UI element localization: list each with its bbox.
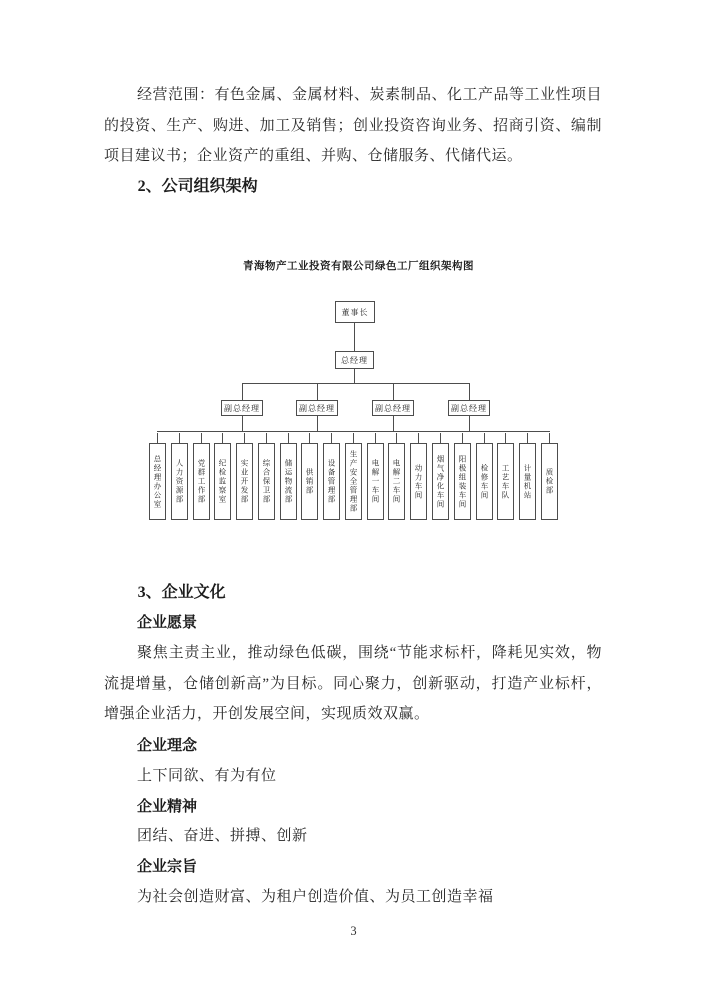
org-dept-box: 党群工作部	[193, 443, 210, 520]
spirit-text: 团结、奋进、拼搏、创新	[137, 828, 308, 844]
org-dept-box: 供销部	[301, 443, 318, 520]
org-dept-box: 质检部	[541, 443, 558, 520]
org-node-deputy-gm-2: 副总经理	[296, 400, 338, 416]
org-dept-box: 储运物流部	[280, 443, 297, 520]
org-dept-box: 电解二车间	[388, 443, 405, 520]
org-dept-box: 检修车间	[476, 443, 493, 520]
culture-heading: 3、企业文化	[137, 584, 226, 601]
org-node-chairman: 董事长	[335, 301, 375, 323]
org-connector-rail-lower	[157, 431, 550, 432]
org-connector-rail-upper	[242, 383, 470, 384]
org-dept-box: 实业开发部	[236, 443, 253, 520]
org-dept-box: 设备管理部	[323, 443, 340, 520]
vision-label: 企业愿景	[137, 615, 198, 631]
philosophy-label: 企业理念	[137, 738, 198, 754]
business-scope-paragraph: 经营范围：有色金属、金属材料、炭素制品、化工产品等工业性项目的投资、生产、购进、加工及销售；创业投资咨询业务、招商引资、编制项目建议书；企业资产的重组、并购、仓储服务、代储代运。	[104, 87, 603, 164]
org-dept-box: 电解一车间	[367, 443, 384, 520]
org-dept-box: 生产安全管理部	[345, 443, 362, 520]
org-connector-line	[354, 369, 355, 383]
page-number: 3	[350, 924, 357, 938]
purpose-text: 为社会创造财富、为租户创造价值、为员工创造幸福	[137, 889, 494, 905]
org-dept-box: 人力资源部	[171, 443, 188, 520]
org-node-deputy-gm-1: 副总经理	[221, 400, 263, 416]
org-dept-box: 烟气净化车间	[432, 443, 449, 520]
org-chart-title: 青海物产工业投资有限公司绿色工厂组织架构图	[243, 261, 474, 272]
org-dept-box: 工艺车队	[497, 443, 514, 520]
org-dept-box: 阳极组装车间	[454, 443, 471, 520]
org-dept-box: 纪检监察室	[214, 443, 231, 520]
org-node-deputy-gm-4: 副总经理	[448, 400, 490, 416]
org-node-deputy-gm-3: 副总经理	[372, 400, 414, 416]
vision-paragraph: 聚焦主责主业，推动绿色低碳，围绕“节能求标杆，降耗见实效，物流提增量，仓储创新高”为目标。同心聚力，创新驱动，打造产业标杆，增强企业活力，开创发展空间，实现质效双赢。	[104, 645, 602, 722]
org-structure-heading: 2、公司组织架构	[137, 178, 258, 195]
org-node-general-manager: 总经理	[335, 351, 374, 369]
purpose-label: 企业宗旨	[137, 859, 198, 875]
philosophy-text: 上下同欲、有为有位	[137, 768, 277, 784]
org-connector-line	[354, 323, 355, 351]
org-dept-box: 动力车间	[410, 443, 427, 520]
org-dept-box: 综合保卫部	[258, 443, 275, 520]
spirit-label: 企业精神	[137, 799, 198, 815]
org-dept-box: 计量机站	[519, 443, 536, 520]
org-dept-box: 总经理办公室	[149, 443, 166, 520]
